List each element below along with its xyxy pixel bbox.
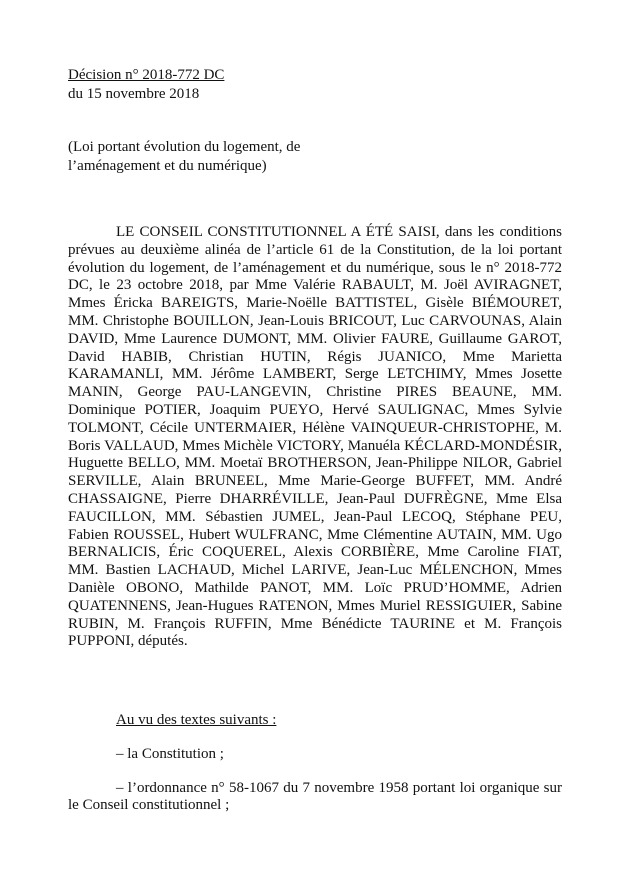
decision-date: du 15 novembre 2018	[68, 86, 200, 102]
visas-section	[68, 712, 562, 815]
law-title-line-2: l’aménagement et du numérique)	[68, 158, 267, 174]
visas-heading-text: Au vu des textes suivants :	[116, 712, 277, 728]
law-title	[68, 138, 338, 176]
decision-header	[68, 66, 224, 104]
visa-item-constitution: – la Constitution ;	[116, 745, 224, 762]
referral-paragraph: LE CONSEIL CONSTITUTIONNEL A ÉTÉ SAISI, dans les conditions prévues au deuxième alinéa de l’article 61 de la Constitution, de la loi portant évolution du logement, de l’aménagement et du numérique, sous le n° 2018-772 DC, le 23 octobre 2018, par Mme Valérie RABAULT, M. Joël AVIRAGNET, Mmes Éricka BAREIGTS, Marie-Noëlle BATTISTEL, Gisèle BIÉMOURET, MM. Christophe BOUILLON, Jean-Louis BRICOUT, Luc CARVOUNAS, Alain DAVID, Mme Laurence DUMONT, MM. Olivier FAURE, Guillaume GAROT, David HABIB, Christian HUTIN, Régis JUANICO, Mme Marietta KARAMANLI, MM. Jérôme LAMBERT, Serge LETCHIMY, Mmes Josette MANIN, George PAU-LANGEVIN, Christine PIRES BEAUNE, MM. Dominique POTIER, Joaquim PUEYO, Hervé SAULIGNAC, Mmes Sylvie TOLMONT, Cécile UNTERMAIER, Hélène VAINQUEUR-CHRISTOPHE, M. Boris VALLAUD, Mmes Michèle VICTORY, Manuéla KÉCLARD-MONDÉSIR, Huguette BELLO, MM. Moetaï BROTHERSON, Jean-Philippe NILOR, Gabriel SERVILLE, Alain BRUNEEL, Mme Marie-George BUFFET, MM. André CHASSAIGNE, Pierre DHARRÉVILLE, Jean-Paul DUFRÈGNE, Mme Elsa FAUCILLON, MM. Sébastien JUMEL, Jean-Paul LECOQ, Stéphane PEU, Fabien ROUSSEL, Hubert WULFRANC, Mme Clémentine AUTAIN, MM. Ugo BERNALICIS, Éric COQUEREL, Alexis CORBIÈRE, Mme Caroline FIAT, MM. Bastien LACHAUD, Michel LARIVE, Jean-Luc MÉLENCHON, Mmes Danièle OBONO, Mathilde PANOT, MM. Loïc PRUD’HOMME, Adrien QUATENNENS, Jean-Hugues RATENON, Mmes Muriel RESSIGUIER, Sabine RUBIN, M. François RUFFIN, Mme Bénédicte TAURINE et M. François PUPPONI, députés.	[68, 224, 562, 650]
visa-item-ordonnance: – l’ordonnance n° 58-1067 du 7 novembre 1958 portant loi organique sur le Conseil constitutionnel ;	[68, 779, 562, 814]
law-title-line-1: (Loi portant évolution du logement, de	[68, 139, 301, 155]
decision-number: Décision n° 2018-772 DC	[68, 67, 225, 83]
visas-heading	[68, 712, 562, 730]
